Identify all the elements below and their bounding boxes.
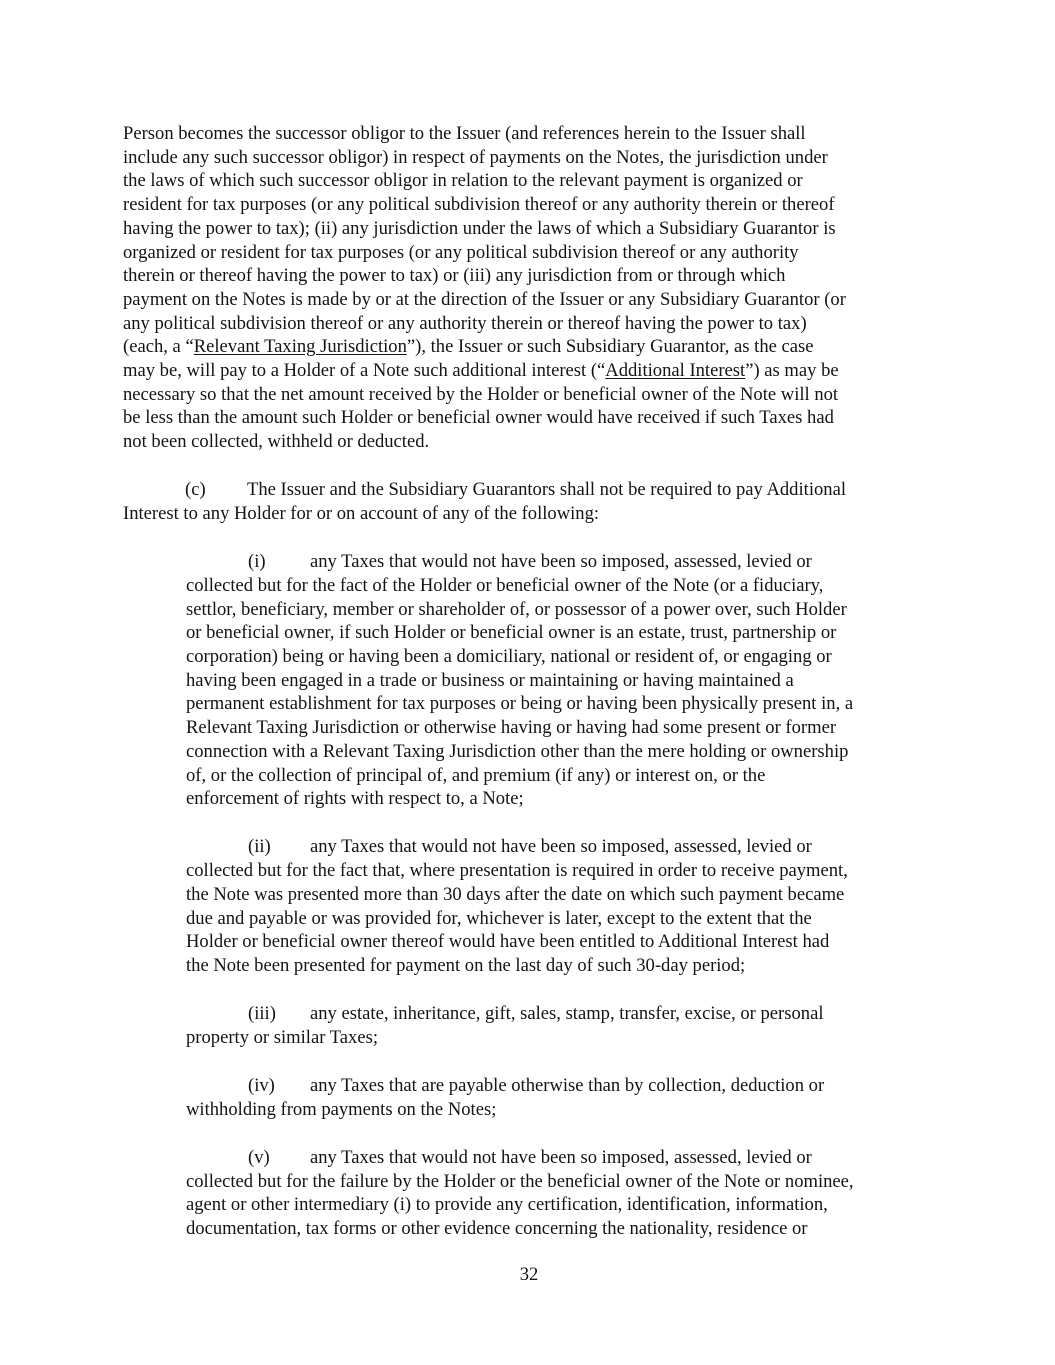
paragraph-5 xyxy=(186,1002,1003,1049)
text-run: any political subdivision thereof or any authority therein or thereof having the power to tax) xyxy=(123,312,807,334)
text-run: permanent establishment for tax purposes or being or having been physically present in, a xyxy=(186,693,854,715)
text-run: collected but for the fact of the Holder or beneficial owner of the Note (or a fiduciary, xyxy=(186,574,824,596)
text-run: therein or thereof having the power to tax) or (iii) any jurisdiction from or through which xyxy=(123,265,786,287)
text-run: any estate, inheritance, gift, sales, stamp, transfer, excise, or personal xyxy=(310,1003,824,1025)
list-marker: (i) xyxy=(248,551,266,573)
text-run: due and payable or was provided for, whichever is later, except to the extent that the xyxy=(186,907,812,929)
text-run: having the power to tax); (ii) any jurisdiction under the laws of which a Subsidiary Guarantor is xyxy=(123,217,836,239)
page-number: 32 xyxy=(519,1264,539,1285)
text-run: the laws of which such successor obligor in relation to the relevant payment is organized or xyxy=(123,170,803,192)
text-run: ”) as may be xyxy=(745,360,839,382)
text-run: any Taxes that would not have been so imposed, assessed, levied or xyxy=(310,1147,812,1169)
text-run: the Note was presented more than 30 days after the date on which such payment became xyxy=(186,883,845,905)
text-run: withholding from payments on the Notes; xyxy=(186,1098,497,1120)
paragraph-3 xyxy=(186,550,1003,811)
paragraph-6 xyxy=(186,1074,1003,1121)
text-run: agent or other intermediary (i) to provide any certification, identification, information, xyxy=(186,1194,828,1216)
list-marker: (ii) xyxy=(248,836,271,858)
text-run: (each, a “ xyxy=(123,336,194,358)
text-run: having been engaged in a trade or business or maintaining or having maintained a xyxy=(186,669,794,691)
text-run: include any such successor obligor) in respect of payments on the Notes, the jurisdiction under xyxy=(123,146,828,168)
text-run: not been collected, withheld or deducted. xyxy=(123,431,430,453)
text-run: Relevant Taxing Jurisdiction or otherwise having or having had some present or former xyxy=(186,717,837,739)
text-run: or beneficial owner, if such Holder or beneficial owner is an estate, trust, partnership or xyxy=(186,622,837,644)
text-run: organized or resident for tax purposes (or any political subdivision thereof or any authority xyxy=(123,241,799,263)
list-marker: (iv) xyxy=(248,1075,275,1097)
text-run: resident for tax purposes (or any political subdivision thereof or any authority therein or thereof xyxy=(123,194,835,216)
list-marker: (v) xyxy=(248,1147,270,1169)
text-run: collected but for the failure by the Holder or the beneficial owner of the Note or nominee, xyxy=(186,1170,854,1192)
text-run: settlor, beneficiary, member or shareholder of, or possessor of a power over, such Holder xyxy=(186,598,847,620)
text-run: payment on the Notes is made by or at the direction of the Issuer or any Subsidiary Guarantor (or xyxy=(123,288,846,310)
text-run: be less than the amount such Holder or beneficial owner would have received if such Taxes had xyxy=(123,407,834,429)
list-marker: (iii) xyxy=(248,1003,276,1025)
text-run: collected but for the fact that, where presentation is required in order to receive payment, xyxy=(186,860,848,882)
paragraph-4 xyxy=(186,835,1003,977)
text-run: may be, will pay to a Holder of a Note such additional interest (“ xyxy=(123,360,606,382)
text-run: any Taxes that would not have been so imposed, assessed, levied or xyxy=(310,551,812,573)
text-run: connection with a Relevant Taxing Jurisdiction other than the mere holding or ownership xyxy=(186,740,849,762)
paragraph-7 xyxy=(186,1146,1003,1241)
paragraph-1 xyxy=(123,122,1003,454)
text-run: Interest to any Holder for or on account of any of the following: xyxy=(123,503,600,525)
text-run: necessary so that the net amount received by the Holder or beneficial owner of the Note will not xyxy=(123,383,839,405)
text-run: property or similar Taxes; xyxy=(186,1026,378,1048)
underlined-term: Additional Interest xyxy=(605,360,746,382)
text-run: the Note been presented for payment on the last day of such 30-day period; xyxy=(186,955,746,976)
text-run: any Taxes that are payable otherwise than by collection, deduction or xyxy=(310,1075,825,1097)
text-run: The Issuer and the Subsidiary Guarantors shall not be required to pay Additional xyxy=(247,479,846,501)
text-run: any Taxes that would not have been so imposed, assessed, levied or xyxy=(310,836,812,858)
document-body xyxy=(123,122,1003,1265)
text-run: documentation, tax forms or other evidence concerning the nationality, residence or xyxy=(186,1218,808,1240)
text-run: enforcement of rights with respect to, a Note; xyxy=(186,788,524,810)
text-run: Holder or beneficial owner thereof would have been entitled to Additional Interest had xyxy=(186,931,830,953)
text-run: corporation) being or having been a domiciliary, national or resident of, or engaging or xyxy=(186,646,832,668)
text-run: of, or the collection of principal of, and premium (if any) or interest on, or the xyxy=(186,764,766,786)
text-run: ”), the Issuer or such Subsidiary Guarantor, as the case xyxy=(406,336,814,358)
list-marker: (c) xyxy=(185,479,206,501)
underlined-term: Relevant Taxing Jurisdiction xyxy=(193,336,407,358)
text-run: Person becomes the successor obligor to the Issuer (and references herein to the Issuer shall xyxy=(123,123,806,144)
paragraph-2 xyxy=(123,478,1003,525)
